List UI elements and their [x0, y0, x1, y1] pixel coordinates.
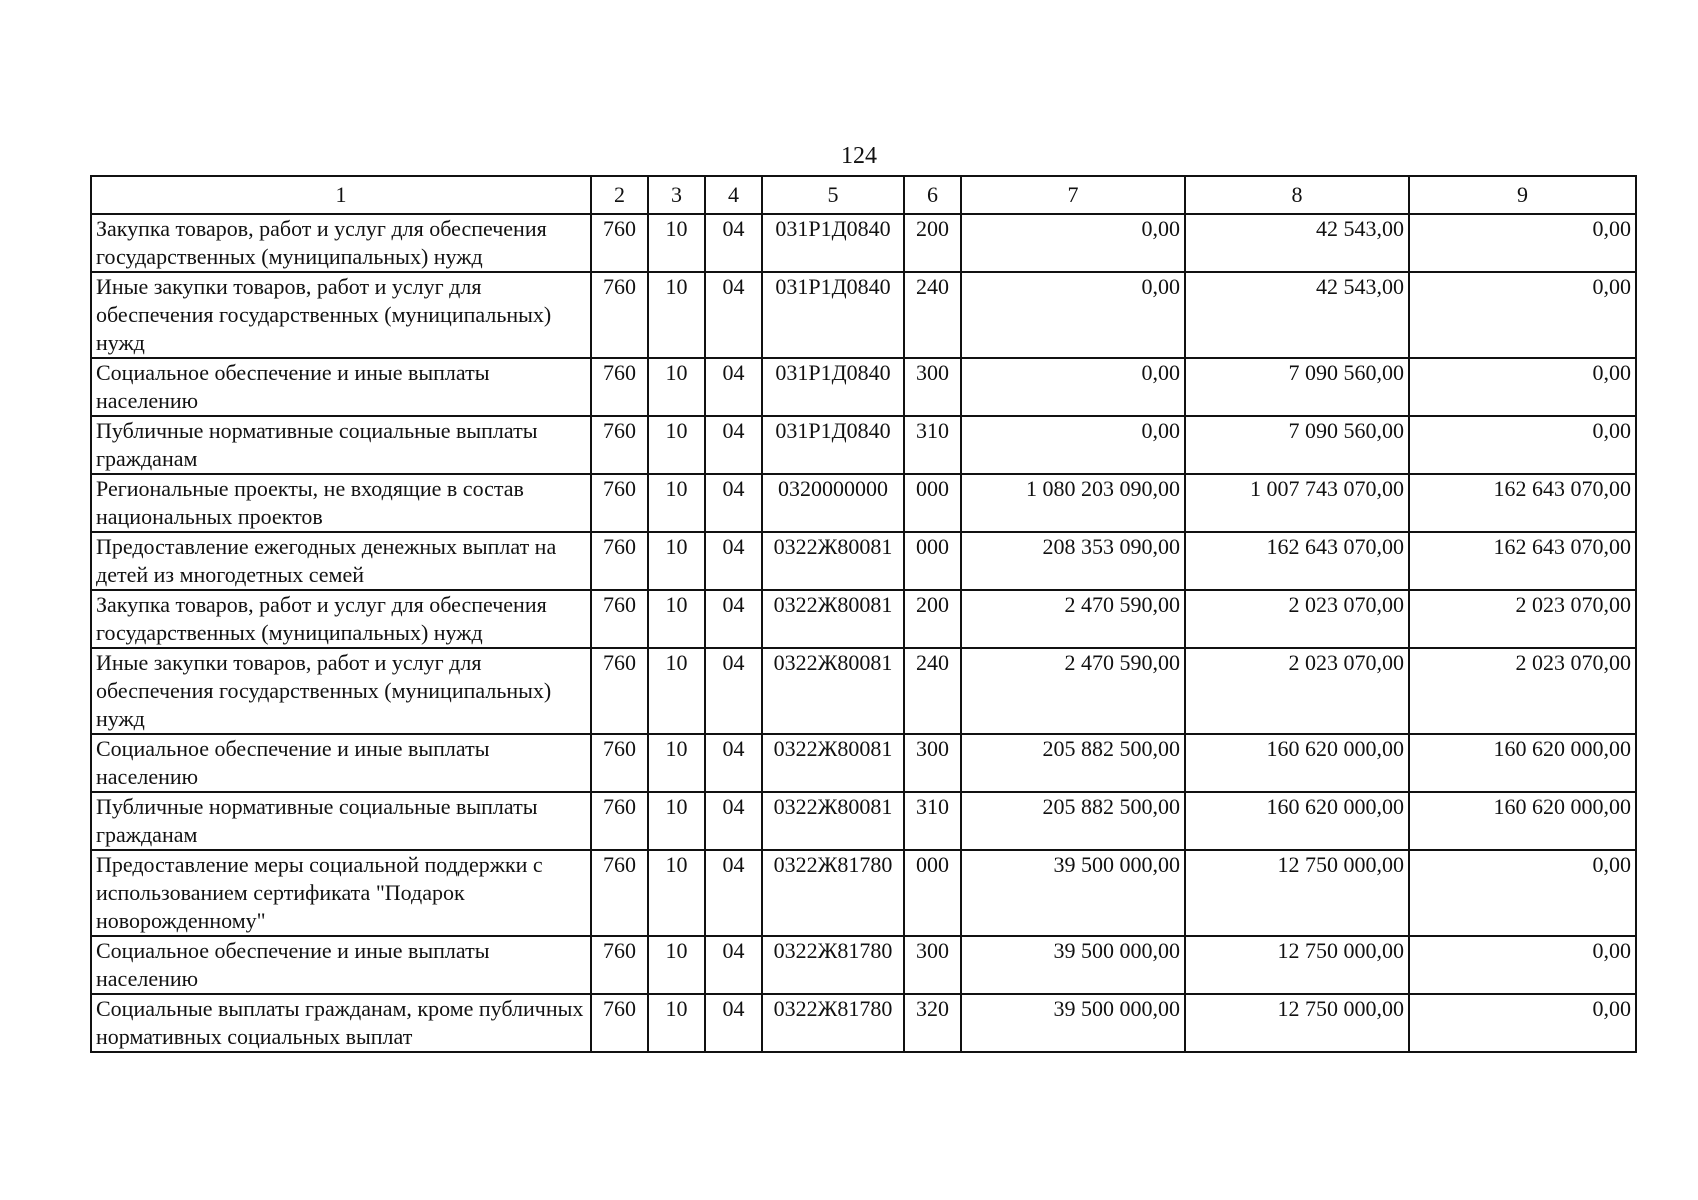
table-row — [91, 734, 1636, 792]
column-header: 9 — [1409, 176, 1636, 214]
amount-9-cell: 0,00 — [1409, 994, 1636, 1052]
amount-7-cell: 0,00 — [961, 214, 1185, 272]
code-4-cell: 04 — [705, 358, 762, 416]
code-3-cell: 10 — [648, 850, 705, 936]
code-3-cell: 10 — [648, 648, 705, 734]
code-5-cell: 031Р1Д0840 — [762, 272, 904, 358]
amount-8-cell: 1 007 743 070,00 — [1185, 474, 1409, 532]
table-row — [91, 474, 1636, 532]
amount-7-cell: 0,00 — [961, 416, 1185, 474]
amount-8-cell: 2 023 070,00 — [1185, 590, 1409, 648]
code-6-cell: 300 — [904, 358, 961, 416]
amount-9-cell: 0,00 — [1409, 358, 1636, 416]
row-name-cell: Социальные выплаты гражданам, кроме публичных нормативных социальных выплат — [91, 994, 591, 1052]
amount-8-cell: 160 620 000,00 — [1185, 734, 1409, 792]
code-5-cell: 031Р1Д0840 — [762, 214, 904, 272]
code-2-cell: 760 — [591, 734, 648, 792]
column-header: 5 — [762, 176, 904, 214]
code-6-cell: 240 — [904, 272, 961, 358]
amount-7-cell: 0,00 — [961, 358, 1185, 416]
code-3-cell: 10 — [648, 936, 705, 994]
column-header: 8 — [1185, 176, 1409, 214]
row-name-cell: Публичные нормативные социальные выплаты гражданам — [91, 792, 591, 850]
code-5-cell: 0322Ж81780 — [762, 850, 904, 936]
amount-8-cell: 2 023 070,00 — [1185, 648, 1409, 734]
amount-8-cell: 7 090 560,00 — [1185, 358, 1409, 416]
code-2-cell: 760 — [591, 474, 648, 532]
code-6-cell: 310 — [904, 416, 961, 474]
amount-7-cell: 2 470 590,00 — [961, 648, 1185, 734]
table-row — [91, 358, 1636, 416]
code-2-cell: 760 — [591, 994, 648, 1052]
code-3-cell: 10 — [648, 474, 705, 532]
code-3-cell: 10 — [648, 272, 705, 358]
code-2-cell: 760 — [591, 272, 648, 358]
code-5-cell: 031Р1Д0840 — [762, 416, 904, 474]
code-4-cell: 04 — [705, 792, 762, 850]
code-2-cell: 760 — [591, 532, 648, 590]
amount-7-cell: 39 500 000,00 — [961, 850, 1185, 936]
row-name-cell: Иные закупки товаров, работ и услуг для обеспечения государственных (муниципальных) нужд — [91, 648, 591, 734]
code-6-cell: 320 — [904, 994, 961, 1052]
row-name-cell: Социальное обеспечение и иные выплаты населению — [91, 734, 591, 792]
code-2-cell: 760 — [591, 792, 648, 850]
amount-8-cell: 42 543,00 — [1185, 214, 1409, 272]
amount-9-cell: 0,00 — [1409, 416, 1636, 474]
table-row — [91, 590, 1636, 648]
code-4-cell: 04 — [705, 994, 762, 1052]
code-5-cell: 0322Ж80081 — [762, 792, 904, 850]
row-name-cell: Закупка товаров, работ и услуг для обеспечения государственных (муниципальных) нужд — [91, 214, 591, 272]
amount-7-cell: 1 080 203 090,00 — [961, 474, 1185, 532]
code-3-cell: 10 — [648, 214, 705, 272]
code-5-cell: 0322Ж80081 — [762, 734, 904, 792]
row-name-cell: Социальное обеспечение и иные выплаты населению — [91, 358, 591, 416]
amount-7-cell: 2 470 590,00 — [961, 590, 1185, 648]
code-6-cell: 000 — [904, 474, 961, 532]
table-row — [91, 792, 1636, 850]
code-5-cell: 0322Ж80081 — [762, 590, 904, 648]
amount-7-cell: 39 500 000,00 — [961, 936, 1185, 994]
amount-9-cell: 162 643 070,00 — [1409, 474, 1636, 532]
code-4-cell: 04 — [705, 590, 762, 648]
amount-8-cell: 162 643 070,00 — [1185, 532, 1409, 590]
code-5-cell: 0322Ж81780 — [762, 936, 904, 994]
column-header: 7 — [961, 176, 1185, 214]
table-row — [91, 532, 1636, 590]
code-6-cell: 200 — [904, 590, 961, 648]
table-row — [91, 272, 1636, 358]
code-3-cell: 10 — [648, 590, 705, 648]
code-4-cell: 04 — [705, 648, 762, 734]
budget-table — [90, 175, 1637, 1053]
amount-7-cell: 205 882 500,00 — [961, 792, 1185, 850]
column-header: 4 — [705, 176, 762, 214]
code-4-cell: 04 — [705, 474, 762, 532]
code-5-cell: 031Р1Д0840 — [762, 358, 904, 416]
row-name-cell: Социальное обеспечение и иные выплаты населению — [91, 936, 591, 994]
code-6-cell: 200 — [904, 214, 961, 272]
amount-8-cell: 7 090 560,00 — [1185, 416, 1409, 474]
amount-8-cell: 12 750 000,00 — [1185, 850, 1409, 936]
code-4-cell: 04 — [705, 936, 762, 994]
amount-9-cell: 160 620 000,00 — [1409, 792, 1636, 850]
code-3-cell: 10 — [648, 532, 705, 590]
code-5-cell: 0320000000 — [762, 474, 904, 532]
code-4-cell: 04 — [705, 734, 762, 792]
code-5-cell: 0322Ж80081 — [762, 532, 904, 590]
code-4-cell: 04 — [705, 850, 762, 936]
code-2-cell: 760 — [591, 590, 648, 648]
page-number: 124 — [841, 143, 877, 169]
table-row — [91, 416, 1636, 474]
code-6-cell: 310 — [904, 792, 961, 850]
table-row — [91, 850, 1636, 936]
code-2-cell: 760 — [591, 214, 648, 272]
column-header: 1 — [91, 176, 591, 214]
column-header: 6 — [904, 176, 961, 214]
row-name-cell: Закупка товаров, работ и услуг для обеспечения государственных (муниципальных) нужд — [91, 590, 591, 648]
amount-9-cell: 162 643 070,00 — [1409, 532, 1636, 590]
code-4-cell: 04 — [705, 532, 762, 590]
row-name-cell: Предоставление ежегодных денежных выплат на детей из многодетных семей — [91, 532, 591, 590]
amount-8-cell: 42 543,00 — [1185, 272, 1409, 358]
code-2-cell: 760 — [591, 648, 648, 734]
code-2-cell: 760 — [591, 936, 648, 994]
amount-7-cell: 0,00 — [961, 272, 1185, 358]
code-6-cell: 300 — [904, 936, 961, 994]
row-name-cell: Иные закупки товаров, работ и услуг для обеспечения государственных (муниципальных) нужд — [91, 272, 591, 358]
code-2-cell: 760 — [591, 850, 648, 936]
code-4-cell: 04 — [705, 416, 762, 474]
code-3-cell: 10 — [648, 792, 705, 850]
amount-9-cell: 2 023 070,00 — [1409, 590, 1636, 648]
amount-9-cell: 0,00 — [1409, 214, 1636, 272]
amount-8-cell: 12 750 000,00 — [1185, 936, 1409, 994]
row-name-cell: Публичные нормативные социальные выплаты гражданам — [91, 416, 591, 474]
column-header: 3 — [648, 176, 705, 214]
code-3-cell: 10 — [648, 358, 705, 416]
table-row — [91, 936, 1636, 994]
amount-9-cell: 160 620 000,00 — [1409, 734, 1636, 792]
code-5-cell: 0322Ж81780 — [762, 994, 904, 1052]
code-4-cell: 04 — [705, 272, 762, 358]
table-row — [91, 994, 1636, 1052]
code-6-cell: 240 — [904, 648, 961, 734]
code-2-cell: 760 — [591, 416, 648, 474]
code-6-cell: 300 — [904, 734, 961, 792]
amount-7-cell: 39 500 000,00 — [961, 994, 1185, 1052]
table-row — [91, 214, 1636, 272]
row-name-cell: Предоставление меры социальной поддержки с использованием сертификата "Подарок новорожденному" — [91, 850, 591, 936]
amount-8-cell: 12 750 000,00 — [1185, 994, 1409, 1052]
code-6-cell: 000 — [904, 532, 961, 590]
code-5-cell: 0322Ж80081 — [762, 648, 904, 734]
row-name-cell: Региональные проекты, не входящие в состав национальных проектов — [91, 474, 591, 532]
table-row — [91, 648, 1636, 734]
amount-7-cell: 205 882 500,00 — [961, 734, 1185, 792]
code-6-cell: 000 — [904, 850, 961, 936]
header-row — [91, 176, 1636, 214]
amount-9-cell: 2 023 070,00 — [1409, 648, 1636, 734]
code-2-cell: 760 — [591, 358, 648, 416]
code-3-cell: 10 — [648, 416, 705, 474]
amount-9-cell: 0,00 — [1409, 850, 1636, 936]
amount-7-cell: 208 353 090,00 — [961, 532, 1185, 590]
amount-9-cell: 0,00 — [1409, 936, 1636, 994]
code-4-cell: 04 — [705, 214, 762, 272]
code-3-cell: 10 — [648, 734, 705, 792]
amount-8-cell: 160 620 000,00 — [1185, 792, 1409, 850]
column-header: 2 — [591, 176, 648, 214]
code-3-cell: 10 — [648, 994, 705, 1052]
amount-9-cell: 0,00 — [1409, 272, 1636, 358]
